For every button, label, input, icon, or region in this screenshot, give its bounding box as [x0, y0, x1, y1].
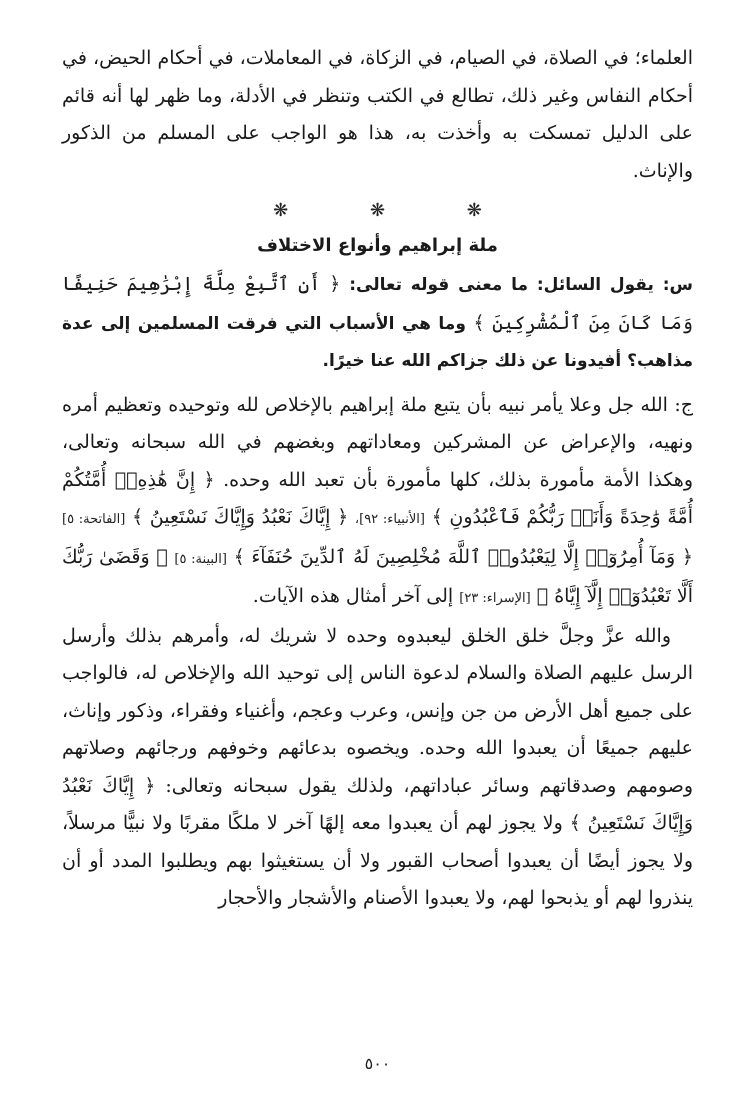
answer-text: ج: الله جل وعلا يأمر نبيه بأن يتبع ملة إبراهيم بالإخلاص لله وتوحيده وتعظيم أمره ونهيه، والإعراض عن المشركين ومعاداتهم وبغضهم في الله سبحانه وتعالى، وهكذا الأمة مأمورة بذلك، كلها مأمورة بأن تعبد الله وحده.	[62, 393, 693, 491]
page-number: ٥٠٠	[364, 1054, 391, 1073]
question-lead: س: يقول السائل: ما معنى قوله تعالى:	[349, 275, 693, 295]
page-body	[62, 40, 693, 918]
answer-ref-fatiha: [الفاتحة: ٥]	[62, 512, 126, 527]
question-paragraph	[62, 266, 693, 381]
paragraph-intro: العلماء؛ في الصلاة، في الصيام، في الزكاة، في المعاملات، في أحكام الحيض، في أحكام النفاس وغير ذلك، تطالع في الكتب وتنظر في الأدلة، وما ظهر لها أنه قائم على الدليل تمسكت به وأخذت به، هذا هو الواجب على المسلم من الذكور والإناث.	[62, 47, 693, 182]
answer-ref-bayyina: [البينة: ٥]	[174, 551, 227, 567]
answer-verse-isra: ﴿ وَقَضَىٰ رَبُّكَ أَلَّا تَعْبُدُوٓا۟ إِلَّآ إِيَّاهُ ﴾	[62, 545, 693, 607]
question-verse: ﴿ أَنِ ٱتَّبِعْ مِلَّةَ إِبْرَٰهِيمَ حَنِيفًا وَمَا كَانَ مِنَ ٱلْمُشْرِكِينَ ﴾	[62, 273, 694, 334]
answer-tail: إلى آخر أمثال هذه الآيات.	[252, 585, 454, 607]
answer-ref-anbiya: [الأنبياء: ٩٢]،	[354, 512, 425, 527]
section-title: ملة إبراهيم وأنواع الاختلاف	[257, 235, 498, 256]
answer-paragraph	[62, 387, 693, 618]
paragraph-tawhid-text-2: ولا يجوز لهم أن يعبدوا معه إلهًا آخر لا ملكًا مقربًا ولا نبيًّا مرسلاً، ولا يجوز أيضًا أن يعبدوا أصحاب القبور ولا أن يستغيثوا بهم ويطلبوا المدد أو أن ينذروا لهم أو يذبحوا لهم، ولا يعبدوا الأصنام والأشجار والأحجار	[62, 812, 693, 909]
paragraph-tawhid-verse: ﴿ إِيَّاكَ نَعْبُدُ وَإِيَّاكَ نَسْتَعِينُ ﴾	[62, 774, 693, 834]
paragraph-tawhid	[62, 618, 693, 918]
answer-verse-fatiha: ﴿ إِيَّاكَ نَعْبُدُ وَإِيَّاكَ نَسْتَعِينُ ﴾	[132, 506, 349, 528]
question-rest: وما هي الأسباب التي فرقت المسلمين إلى عدة مذاهب؟ أفيدونا عن ذلك جزاكم الله عنا خيرًا.	[62, 313, 693, 371]
answer-verse-bayyina: ﴿ وَمَآ أُمِرُوٓا۟ إِلَّا لِيَعْبُدُوا۟ ٱللَّهَ مُخْلِصِينَ لَهُ ٱلدِّينَ حُنَفَآءَ ﴾	[233, 545, 693, 568]
section-separator: ❋ ❋ ❋	[273, 200, 520, 221]
answer-ref-isra: [الإسراء: ٢٣]	[459, 591, 531, 606]
paragraph-tawhid-text: والله عزَّ وجلَّ خلق الخلق ليعبدوه وحده لا شريك له، وأمرهم بذلك وأرسل الرسل عليهم الصلاة والسلام لدعوة الناس إلى توحيد الله والإخلاص له، فالواجب على جميع أهل الأرض من جن وإنس، وعرب وعجم، وأغنياء وفقراء، وذكور وإناث، عليهم جميعًا أن يعبدوا الله وحده. ويخصوه بدعائهم وخوفهم ورجائهم وصلاتهم وصومهم وصدقاتهم وسائر عباداتهم، ولذلك يقول سبحانه وتعالى:	[62, 624, 693, 797]
answer-verse-anbiya: ﴿ إِنَّ هَٰذِهِۦٓ أُمَّتُكُمْ أُمَّةً وَٰحِدَةً وَأَنَا۠ رَبُّكُمْ فَٱعْبُدُونِ ﴾	[62, 468, 693, 528]
